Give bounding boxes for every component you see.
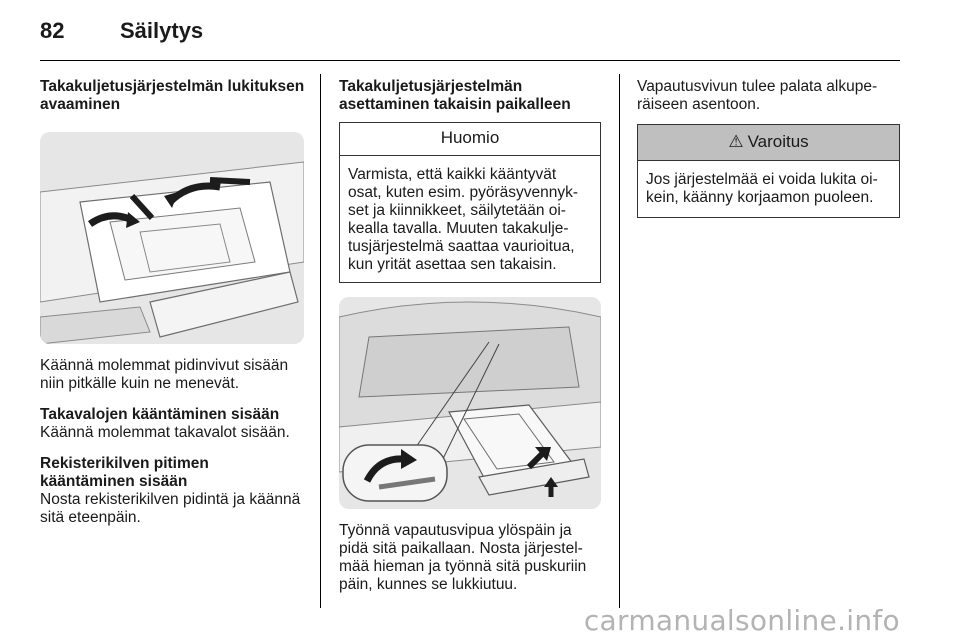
watermark: carmanualsonline.info	[583, 604, 900, 637]
column-middle	[339, 78, 601, 594]
section-heading: Takakuljetusjärjestelmän asettaminen takaisin paikalleen	[339, 78, 571, 113]
body-text: Käännä molemmat takavalot sisään.	[40, 424, 290, 441]
warning-title: Varoitus	[747, 132, 809, 151]
warning-header	[638, 125, 899, 161]
column-left	[40, 78, 306, 527]
warning-icon: ⚠	[728, 132, 744, 151]
page-title: Säilytys	[120, 18, 204, 43]
page-number: 82	[40, 18, 65, 43]
image-caption: Käännä molemmat pidinvivut sisään niin pitkälle kuin ne menevät.	[40, 357, 289, 392]
header-rule	[40, 60, 900, 61]
note-box	[339, 122, 601, 283]
column-right	[637, 78, 900, 218]
note-text: Varmista, että kaikki kääntyvät osat, kuten esim. pyöräsyvennyk-set ja kiinnikkeet, säilytetään oi-kealla tavalla. Muuten takakulje-tusjärjestelmä saattaa vaurioitua, kun yrität asettaa sen takaisin.	[348, 166, 579, 273]
page-header	[40, 18, 203, 44]
column-divider	[619, 74, 620, 608]
section-heading: Takavalojen kääntäminen sisään	[40, 406, 280, 423]
body-text: Vapautusvivun tulee palata alkupe-räiseen asentoon.	[637, 78, 878, 113]
illustration-release-levers	[40, 132, 304, 344]
section-heading: Takakuljetusjärjestelmän lukituksen avaaminen	[40, 78, 305, 113]
warning-text: Jos järjestelmää ei voida lukita oi-kein, käänny korjaamon puoleen.	[646, 171, 878, 206]
image-caption: Työnnä vapautusvipua ylöspäin ja pidä sitä paikallaan. Nosta järjestel-mää hieman ja työnnä sitä puskuriin päin, kunnes se lukkiutuu.	[339, 522, 587, 593]
illustration-reattach-system	[339, 297, 601, 509]
body-text: Nosta rekisterikilven pidintä ja käännä sitä eteenpäin.	[40, 491, 301, 526]
warning-box	[637, 124, 900, 218]
section-heading: Rekisterikilven pitimen kääntäminen sisään	[40, 455, 209, 490]
note-title: Huomio	[340, 123, 600, 156]
column-divider	[320, 74, 321, 608]
